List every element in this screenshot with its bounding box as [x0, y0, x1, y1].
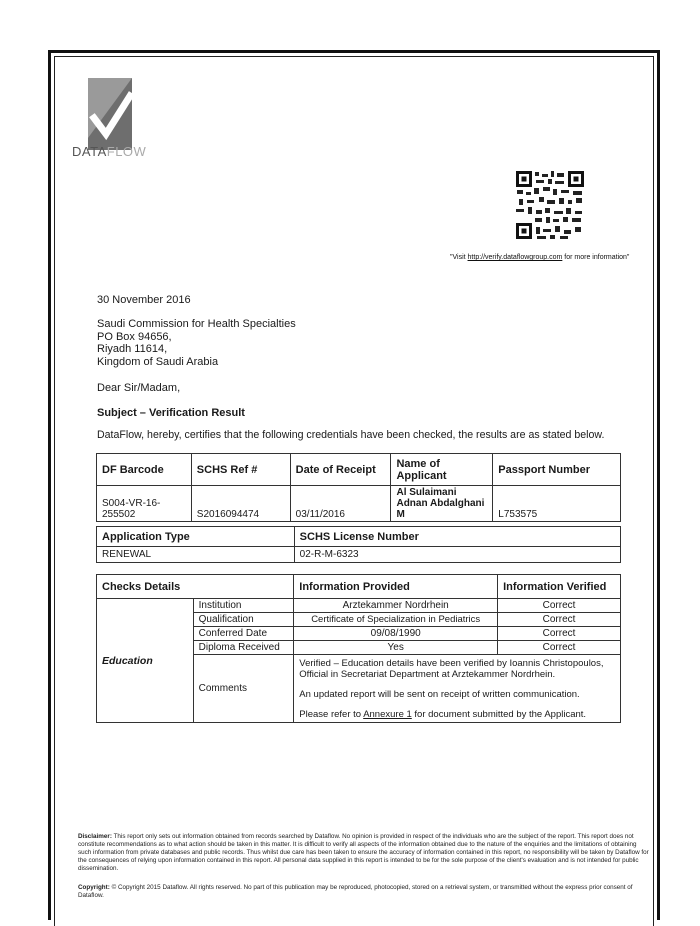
comment-update: An updated report will be sent on receipt of written communication.: [299, 689, 580, 700]
address-line: Saudi Commission for Health Specialties: [97, 318, 296, 330]
address-line: Riyadh 11614,: [97, 343, 168, 355]
verify-link[interactable]: http://verify.dataflowgroup.com: [467, 254, 563, 261]
row-label-conferred-date: Conferred Date: [193, 627, 294, 641]
header-information-provided: Information Provided: [294, 575, 498, 599]
cell-application-type: RENEWAL: [97, 547, 295, 563]
greeting: Dear Sir/Madam,: [97, 382, 181, 394]
cell-diploma-received-verified: Correct: [498, 641, 621, 655]
comment-annexure: Please refer to Annexure 1 for document submitted by the Applicant.: [299, 709, 587, 720]
cell-qualification-provided: Certificate of Specialization in Pediatrics: [294, 613, 498, 627]
dataflow-logo-text: DATAFLOW: [72, 144, 147, 159]
row-label-qualification: Qualification: [193, 613, 294, 627]
cell-conferred-date-verified: Correct: [498, 627, 621, 641]
header-checks-details: Checks Details: [97, 575, 294, 599]
header-schs-ref: SCHS Ref #: [191, 454, 290, 486]
header-date-of-receipt: Date of Receipt: [290, 454, 391, 486]
letter-date: 30 November 2016: [97, 294, 191, 306]
cell-passport-number: L753575: [493, 486, 621, 522]
header-passport-number: Passport Number: [493, 454, 621, 486]
header-application-type: Application Type: [97, 527, 295, 547]
header-df-barcode: DF Barcode: [97, 454, 192, 486]
cell-df-barcode: S004-VR-16-255502: [97, 486, 192, 522]
cell-date-of-receipt: 03/11/2016: [290, 486, 391, 522]
cell-schs-ref: S2016094474: [191, 486, 290, 522]
header-information-verified: Information Verified: [498, 575, 621, 599]
cell-diploma-received-provided: Yes: [294, 641, 498, 655]
row-label-comments: Comments: [193, 655, 294, 723]
header-name-of-applicant: Name of Applicant: [391, 454, 493, 486]
intro-paragraph: DataFlow, hereby, certifies that the following credentials have been checked, the results are as stated below.: [97, 429, 605, 441]
verify-note: "Visit http://verify.dataflowgroup.com for more information": [450, 254, 630, 261]
applicant-table: [96, 453, 621, 522]
cell-conferred-date-provided: 09/08/1990: [294, 627, 498, 641]
cell-applicant-name: Al Sulaimani Adnan Abdalghani M: [391, 486, 493, 522]
recipient-address: [97, 318, 296, 368]
row-label-institution: Institution: [193, 599, 294, 613]
checks-table: [96, 574, 621, 723]
comment-verified: Verified – Education details have been verified by Ioannis Christopoulos, Official in Secretariat Department at Arztekammer Nordrhein.: [299, 658, 604, 680]
address-line: PO Box 94656,: [97, 330, 172, 343]
subject-line: Subject – Verification Result: [97, 407, 245, 419]
row-label-diploma-received: Diploma Received: [193, 641, 294, 655]
header-schs-license-number: SCHS License Number: [294, 527, 620, 547]
education-category: Education: [97, 599, 194, 723]
annexure-link[interactable]: Annexure 1: [363, 709, 412, 720]
comments-cell: [294, 655, 621, 723]
copyright: Copyright: © Copyright 2015 Dataflow. All rights reserved. No part of this publication may be reproduced, photocopied, stored on a retrieval system, or transmitted without the express prior consent of Dataflow.: [78, 884, 633, 899]
qr-code-icon: [515, 170, 585, 240]
cell-institution-provided: Arztekammer Nordrhein: [294, 599, 498, 613]
address-line: Kingdom of Saudi Arabia: [97, 355, 219, 368]
disclaimer: Disclaimer: This report only sets out information obtained from records searched by Dataflow. No opinion is provided in respect of the individuals who are the subject of the report. This report does not constitute recommendations as to what action should be taken in this matter. It is difficult to verify all aspects of the information obtained due to the nature of the enquiries and the limitations of obtaining such information from private databases and public records. Thus whilst due care has been taken to ensure the accuracy of information contained in this report, no responsibility will be taken by Dataflow for the consequences of relying upon information contained in this report. All personal data supplied in this report is intended to be for the sole purpose of the client's evaluation and is not intended for public dissemination.: [78, 833, 649, 872]
cell-license-number: 02-R-M-6323: [294, 547, 620, 563]
cell-qualification-verified: Correct: [498, 613, 621, 627]
cell-institution-verified: Correct: [498, 599, 621, 613]
application-table: [96, 526, 621, 563]
